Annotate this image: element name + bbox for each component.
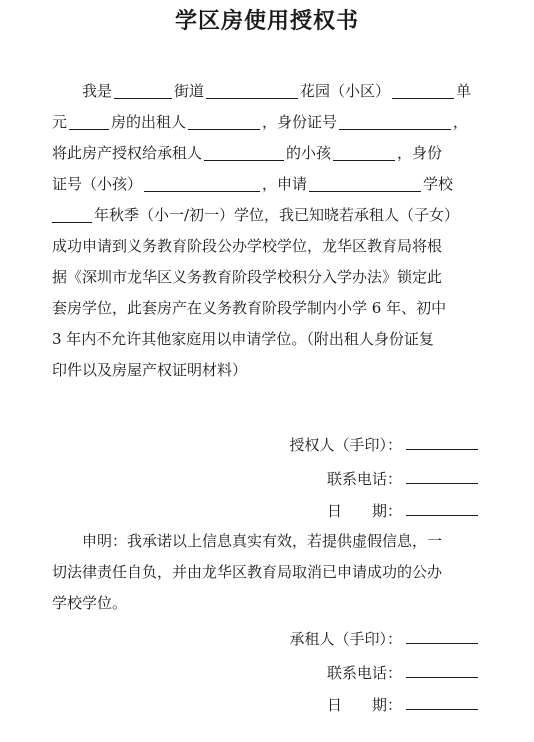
tenant-name-blank[interactable] [204,142,284,161]
text-unit: 单 [456,82,472,100]
statement-line-2: 切法律责任自负，并由龙华区教育局取消已申请成功的公办 [52,563,443,581]
statement-line-3: 学校学位。 [52,594,128,612]
text-yuan: 元 [52,113,68,131]
text-id-number: ，身份证号 [262,113,338,131]
tenant-date-row [327,694,478,715]
body-line-9: 3 年内不允许其他家庭用以申请学位。（附出租人身份证复 [52,330,434,348]
school-blank[interactable] [309,173,421,192]
text-identity: ，身份 [397,144,443,162]
tenant-date-blank[interactable] [406,693,478,710]
tenant-label: 承租人（手印）： [289,630,402,648]
body-line-7: 据《深圳市龙华区义务教育阶段学校积分入学办法》锁定此 [52,268,443,286]
text-child-of: 的小孩 [286,144,332,162]
lessor-name-blank[interactable] [188,111,260,130]
body-line-5 [52,200,488,231]
tenant-phone-blank[interactable] [406,661,478,678]
text-lessor: 房的出租人 [111,113,187,131]
body-line-2 [52,107,488,138]
unit-blank[interactable] [392,80,454,99]
text-comma: ， [453,113,469,131]
tenant-phone-label: 联系电话： [326,664,402,682]
authorizer-date-label: 日 期： [326,502,402,520]
garden-blank[interactable] [206,80,298,99]
tenant-date-label: 日 期： [326,696,402,714]
tenant-blank[interactable] [406,627,478,644]
authorizer-date-blank[interactable] [406,499,478,516]
statement-line-1 [52,526,488,557]
text-autumn-term: 年秋季（小一/初一）学位，我已知晓若承租人（子女） [94,206,460,224]
text-street: 街道 [174,82,205,100]
authorizer-phone-row [327,468,478,489]
body-line-3 [52,138,488,169]
authorizer-date-row [327,500,478,521]
text-school: 学校 [423,175,454,193]
document-title: 学区房使用授权书 [174,8,359,34]
child-id-blank[interactable] [144,173,260,192]
body-line-8: 套房学位，此套房产在义务教育阶段学制内小学 6 年、初中 [52,299,447,317]
year-blank[interactable] [52,204,92,223]
authorizer-row [289,434,478,455]
street-blank[interactable] [114,80,172,99]
statement-text-1: 申明：我承诺以上信息真实有效，若提供虚假信息，一 [82,532,443,550]
authorizer-label: 授权人（手印）： [289,436,402,454]
text-garden: 花园（小区） [300,82,391,100]
text-i-am: 我是 [82,82,113,100]
authorizer-phone-blank[interactable] [406,467,478,484]
text-apply: ，申请 [262,175,308,193]
body-line-4 [52,169,488,200]
room-blank[interactable] [69,111,109,130]
authorizer-phone-label: 联系电话： [326,470,402,488]
authorization-body [52,76,488,386]
text-child-id: 证号（小孩） [52,175,143,193]
body-line-10: 印件以及房屋产权证明材料） [52,361,248,379]
statement-block [52,526,488,619]
tenant-phone-row [327,662,478,683]
lessor-id-blank[interactable] [339,111,451,130]
body-line-6: 成功申请到义务教育阶段公办学校学位，龙华区教育局将根 [52,237,443,255]
child-name-blank[interactable] [333,142,395,161]
body-line-1 [52,76,488,107]
text-authorize-to: 将此房产授权给承租人 [52,144,203,162]
authorizer-blank[interactable] [406,433,478,450]
tenant-row [289,628,478,649]
